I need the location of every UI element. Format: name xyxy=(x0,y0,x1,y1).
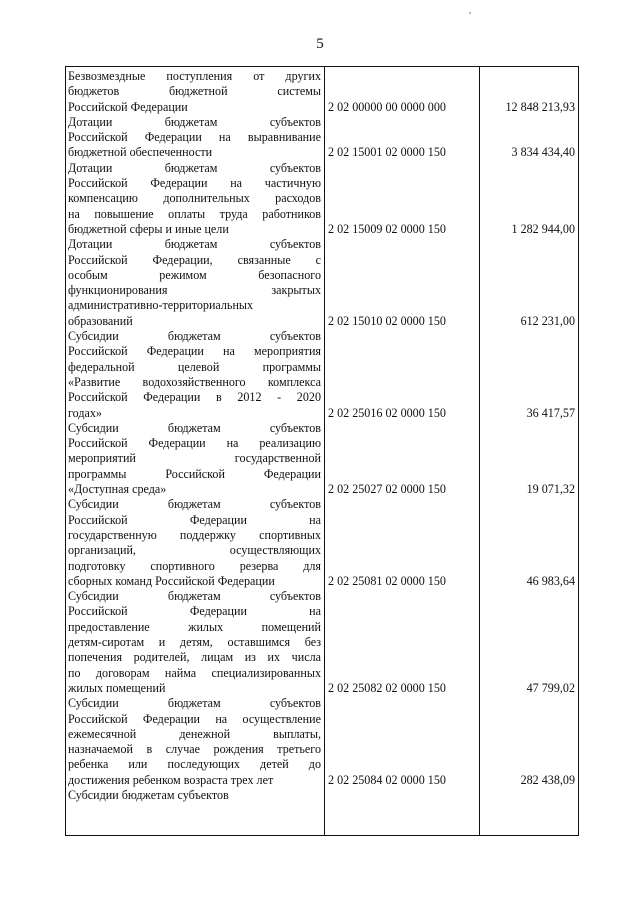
table-row xyxy=(66,696,578,788)
description-line: функционирования закрытых xyxy=(68,283,321,298)
description-line: Российской Федерации на мероприятия xyxy=(68,344,321,359)
revenue-description xyxy=(68,69,321,115)
description-line: попечения родителей, лицам из их числа xyxy=(68,650,321,665)
revenue-description xyxy=(68,115,321,161)
description-line: Российской Федерации, связанные с xyxy=(68,252,321,267)
description-line: по договорам найма специализированных xyxy=(68,665,321,680)
description-line: сборных команд Российской Федерации xyxy=(68,573,275,588)
amount-value: 47 799,02 xyxy=(526,680,575,695)
budget-classification-code: 2 02 25016 02 0000 150 xyxy=(328,405,446,420)
description-line: «Доступная среда» xyxy=(68,482,167,497)
description-line: Дотации бюджетам субъектов xyxy=(68,237,321,252)
table-row xyxy=(66,115,578,161)
description-line: Российской Федерации на частичную xyxy=(68,176,321,191)
budget-classification-code: 2 02 15001 02 0000 150 xyxy=(328,145,446,160)
budget-classification-code: 2 02 25084 02 0000 150 xyxy=(328,772,446,787)
description-line: особым режимом безопасного xyxy=(68,267,321,282)
table-row xyxy=(66,589,578,696)
description-line: административно-территориальных xyxy=(68,298,254,313)
description-line: Субсидии бюджетам субъектов xyxy=(68,497,321,512)
description-line: на повышение оплаты труда работников xyxy=(68,206,321,221)
amount-value: 3 834 434,40 xyxy=(511,145,575,160)
table-row xyxy=(66,329,578,421)
revenue-description xyxy=(68,421,321,497)
amount-value: 36 417,57 xyxy=(526,405,575,420)
description-line: Дотации бюджетам субъектов xyxy=(68,114,321,129)
scan-speck xyxy=(469,12,471,14)
budget-table xyxy=(65,66,579,836)
description-line: назначаемой в случае рождения третьего xyxy=(68,742,321,757)
revenue-description xyxy=(68,589,321,696)
description-line: Российской Федерации на выравнивание xyxy=(68,130,321,145)
budget-classification-code: 2 02 25027 02 0000 150 xyxy=(328,482,446,497)
amount-value: 282 438,09 xyxy=(520,772,575,787)
description-line: ребенка или последующих детей до xyxy=(68,757,321,772)
table-row xyxy=(66,69,578,115)
description-line: Российской Федерации в 2012 - 2020 xyxy=(68,390,321,405)
budget-classification-code: 2 02 15010 02 0000 150 xyxy=(328,313,446,328)
description-line: предоставление жилых помещений xyxy=(68,619,321,634)
description-line: программы Российской Федерации xyxy=(68,466,321,481)
description-line: Субсидии бюджетам субъектов xyxy=(68,420,321,435)
description-line: организаций, осуществляющих xyxy=(68,543,321,558)
description-line: Российской Федерации xyxy=(68,99,188,114)
description-line: Российской Федерации на xyxy=(68,604,321,619)
table-row xyxy=(66,421,578,498)
description-line: государственную поддержку спортивных xyxy=(68,527,321,542)
description-line: Субсидии бюджетам субъектов xyxy=(68,788,229,803)
budget-classification-code: 2 02 25082 02 0000 150 xyxy=(328,680,446,695)
description-line: Субсидии бюджетам субъектов xyxy=(68,329,321,344)
table-row xyxy=(66,497,578,589)
description-line: Российской Федерации на xyxy=(68,512,321,527)
amount-value: 19 071,32 xyxy=(526,482,575,497)
description-line: Субсидии бюджетам субъектов xyxy=(68,589,321,604)
revenue-description xyxy=(68,788,321,803)
revenue-description xyxy=(68,237,321,329)
amount-value: 12 848 213,93 xyxy=(505,99,575,114)
description-line: достижения ребенком возраста трех лет xyxy=(68,772,274,787)
description-line: бюджетной обеспеченности xyxy=(68,145,213,160)
description-line: бюджетов бюджетной системы xyxy=(68,84,321,99)
description-line: компенсацию дополнительных расходов xyxy=(68,191,321,206)
table-row xyxy=(66,237,578,329)
revenue-description xyxy=(68,497,321,589)
table-row xyxy=(66,788,578,803)
description-line: Российской Федерации на реализацию xyxy=(68,436,321,451)
budget-classification-code: 2 02 25081 02 0000 150 xyxy=(328,573,446,588)
description-line: Российской Федерации на осуществление xyxy=(68,711,321,726)
description-line: детям-сиротам и детям, оставшимся без xyxy=(68,635,321,650)
description-line: ежемесячной денежной выплаты, xyxy=(68,726,321,741)
budget-classification-code: 2 02 00000 00 0000 000 xyxy=(328,99,446,114)
description-line: образований xyxy=(68,313,133,328)
description-line: мероприятий государственной xyxy=(68,451,321,466)
amount-value: 46 983,64 xyxy=(526,573,575,588)
page-number: 5 xyxy=(316,36,324,52)
budget-classification-code: 2 02 15009 02 0000 150 xyxy=(328,221,446,236)
description-line: Субсидии бюджетам субъектов xyxy=(68,696,321,711)
description-line: подготовку спортивного резерва для xyxy=(68,558,321,573)
revenue-description xyxy=(68,696,321,788)
description-line: жилых помещений xyxy=(68,680,166,695)
table-row xyxy=(66,161,578,238)
description-line: Дотации бюджетам субъектов xyxy=(68,160,321,175)
description-line: «Развитие водохозяйственного комплекса xyxy=(68,374,321,389)
description-line: Безвозмездные поступления от других xyxy=(68,69,321,83)
description-line: бюджетной сферы и иные цели xyxy=(68,221,229,236)
amount-value: 612 231,00 xyxy=(520,313,575,328)
description-line: годах» xyxy=(68,405,102,420)
revenue-description xyxy=(68,329,321,421)
amount-value: 1 282 944,00 xyxy=(511,221,575,236)
description-line: федеральной целевой программы xyxy=(68,359,321,374)
revenue-description xyxy=(68,161,321,237)
